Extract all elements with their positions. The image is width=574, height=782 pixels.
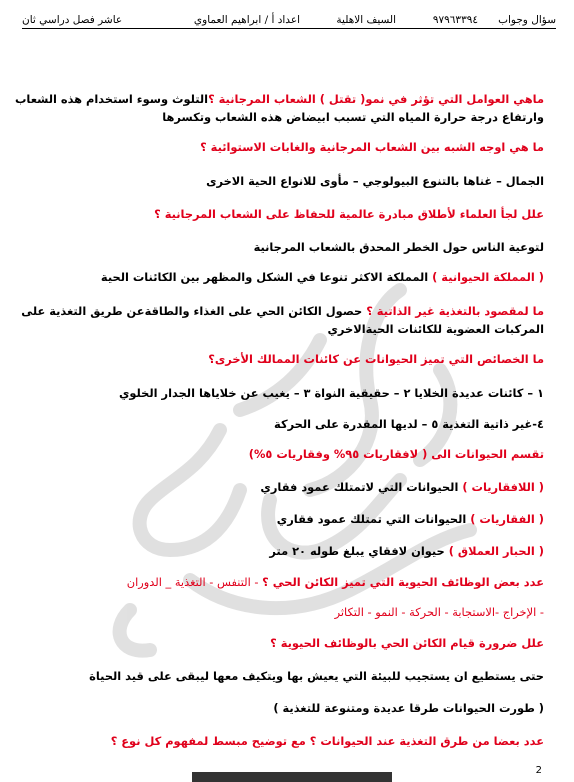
answer-4: حصول الكائن الحي على الغذاء والطاقةعن طريق التغذية على [21, 304, 367, 318]
header-school: السيف الاهلية [336, 14, 396, 26]
line-17 [127, 573, 544, 591]
definition-vertebrates: الحيوانات التي تمتلك عمود فقاري [276, 512, 471, 526]
line-9: المركبات العضوية للكائنات الحيةالاخري [327, 322, 544, 336]
line-16 [269, 542, 544, 560]
question-6: عدد بعض الوظائف الحيوية التي تميز الكائن الحي ؟ [262, 575, 544, 589]
question-5: ما الخصائص التي تميز الحيوانات عن كائنات الممالك الأخرى؟ [208, 352, 544, 366]
line-1 [15, 90, 544, 108]
question-7: علل ضرورة قيام الكائن الحي بالوظائف الحيوية ؟ [270, 636, 544, 650]
term-vertebrates: ( الفقاريات ) [470, 512, 544, 526]
answer-7: حتى يستطيع ان يستجيب للبيئة التي يعيش بها ويتكيف معها ليبقى على قيد الحياة [89, 669, 544, 683]
answer-1: التلوث وسوء استخدام هذه الشعاب [14, 92, 209, 106]
vital-functions-row1: - التنفس - التغذية _ الدوران [126, 575, 263, 589]
header-phone: ٩٧٩٦٣٣٩٤ [432, 14, 478, 26]
vital-functions-row2: - الإخراج -الاستجابة - الحركة - النمو - التكاثر [334, 605, 544, 619]
answer-5-row1: ١ – كائنات عديدة الخلايا ٢ – حقيقية النواة ٣ – يغيب عن خلاياها الجدار الخلوي [118, 386, 544, 400]
header-left: عاشر فصل دراسي ثان [22, 14, 123, 26]
line-14 [260, 478, 544, 496]
question-4: ما لمقصود بالتغذية غير الذاتية ؟ [366, 304, 544, 318]
page-number: 2 [535, 765, 542, 776]
header-author: اعداد أ / ابراهيم العماوي [193, 14, 300, 26]
term-giant-squid: ( الحبار العملاق ) [448, 544, 544, 558]
answer-5-row2: ٤-غير ذاتية التغذية ٥ – لديها المقدرة على الحركة [274, 417, 544, 431]
answer-2: الجمال – غناها بالتنوع البيولوجي – مأوى للانواع الحية الاخرى [206, 174, 544, 188]
question-3: علل لجأ العلماء لأطلاق مبادرة عالمية للحفاظ على الشعاب المرجانية ؟ [154, 207, 544, 221]
question-1: ماهي العوامل التي تؤثر في نمو( تقتل ) الشعاب المرجانية ؟ [208, 92, 544, 106]
question-2: ما هي اوجه الشبه بين الشعاب المرجانية والغابات الاستوائية ؟ [200, 140, 544, 154]
definition-animal-kingdom: المملكة الاكثر تنوعا في الشكل والمظهر بين الكائنات الحية [100, 270, 433, 284]
line-2: وارتفاع درجة حرارة المياه التي تسبب ابيضاض هذه الشعاب وتكسرها [162, 110, 544, 124]
header-right: سؤال وجواب [498, 14, 556, 26]
term-invertebrates: ( اللافقاريات ) [462, 480, 544, 494]
line-15 [277, 510, 544, 528]
animal-classification: تقسم الحيوانات الى ( لافقاريات ٩٥% وفقاريات ٥%) [248, 447, 544, 461]
question-8: عدد بعضا من طرق التغذية عند الحيوانات ؟ مع توضيح مبسط لمفهوم كل نوع ؟ [110, 734, 544, 748]
footer-bar [192, 772, 392, 782]
animal-feeding-note: ( طورت الحيوانات طرقا عديدة ومتنوعة للتغذية ) [273, 701, 544, 715]
answer-3: لتوعية الناس حول الخطر المحدق بالشعاب المرجانية [253, 240, 544, 254]
definition-invertebrates: الحيوانات التي لاتمتلك عمود فقاري [260, 480, 463, 494]
line-8 [21, 302, 544, 320]
line-7 [101, 268, 544, 286]
term-animal-kingdom: ( المملكة الحيوانية ) [432, 270, 544, 284]
definition-giant-squid: حيوان لافقاي يبلغ طوله ٢٠ متر [269, 544, 449, 558]
